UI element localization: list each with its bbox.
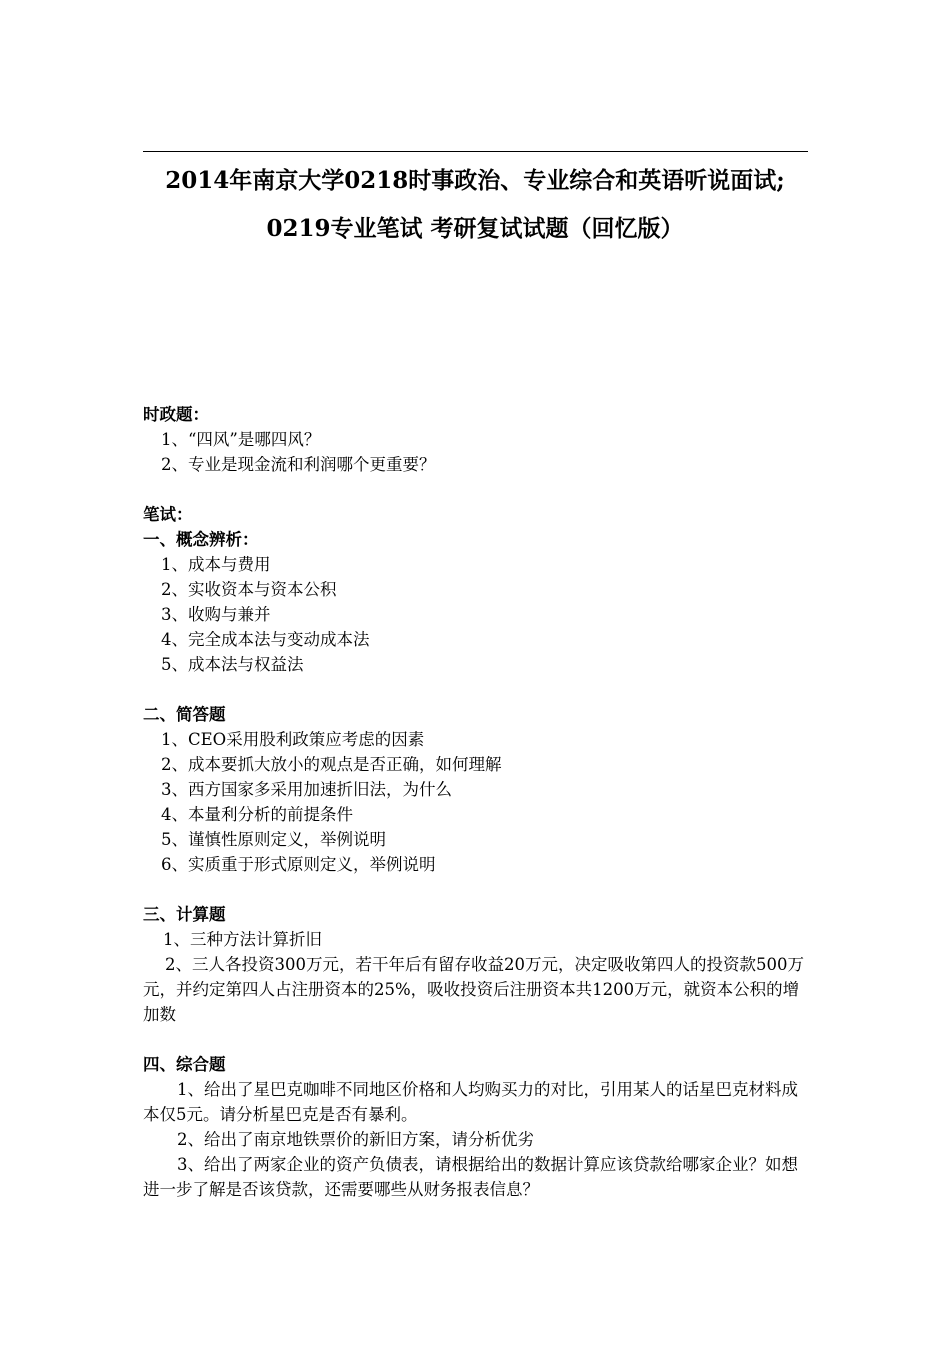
section2-item-1: 1、CEO采用股利政策应考虑的因素	[161, 730, 425, 749]
section4-item-2: 2、给出了南京地铁票价的新旧方案，请分析优劣	[177, 1130, 534, 1149]
spacer	[143, 1027, 813, 1052]
section4-heading: 四、综合题	[143, 1055, 226, 1074]
politics-item-2: 2、专业是现金流和利润哪个更重要？	[161, 455, 436, 474]
written-heading: 笔试：	[143, 505, 193, 524]
section4-item-1: 1、给出了星巴克咖啡不同地区价格和人均购买力的对比，引用某人的话星巴克材料成本仅5元。请分析星巴克是否有暴利。	[143, 1080, 798, 1124]
section3-item-1: 1、三种方法计算折旧	[163, 930, 322, 949]
section2-item-5: 5、谨慎性原则定义，举例说明	[161, 830, 386, 849]
section1-item-5: 5、成本法与权益法	[161, 655, 304, 674]
section1-heading: 一、概念辨析：	[143, 530, 259, 549]
document-body	[143, 402, 813, 1202]
spacer	[143, 477, 813, 502]
header-rule	[143, 151, 808, 152]
spacer	[143, 677, 813, 702]
section2-item-6: 6、实质重于形式原则定义，举例说明	[161, 855, 436, 874]
section2-item-3: 3、西方国家多采用加速折旧法，为什么	[161, 780, 452, 799]
document-title-line-2: 0219专业笔试 考研复试试题（回忆版）	[266, 215, 684, 242]
section2-item-4: 4、本量利分析的前提条件	[161, 805, 353, 824]
section1-item-4: 4、完全成本法与变动成本法	[161, 630, 370, 649]
section1-item-2: 2、实收资本与资本公积	[161, 580, 337, 599]
section3-item-2: 2、三人各投资300万元，若干年后有留存收益20万元，决定吸收第四人的投资款500万元，并约定第四人占注册资本的25%，吸收投资后注册资本共1200万元，就资本公积的增加数	[143, 955, 804, 1024]
document-title-line-1: 2014年南京大学0218时事政治、专业综合和英语听说面试;	[165, 167, 785, 194]
section2-item-2: 2、成本要抓大放小的观点是否正确，如何理解	[161, 755, 502, 774]
politics-item-1: 1、“四风”是哪四风？	[161, 430, 321, 449]
section3-heading: 三、计算题	[143, 905, 226, 924]
politics-heading: 时政题：	[143, 405, 209, 424]
spacer	[143, 877, 813, 902]
section1-item-3: 3、收购与兼并	[161, 605, 271, 624]
section4-item-3: 3、给出了两家企业的资产负债表，请根据给出的数据计算应该贷款给哪家企业？如想进一步了解是否该贷款，还需要哪些从财务报表信息？	[143, 1155, 798, 1199]
section1-item-1: 1、成本与费用	[161, 555, 271, 574]
section2-heading: 二、简答题	[143, 705, 226, 724]
